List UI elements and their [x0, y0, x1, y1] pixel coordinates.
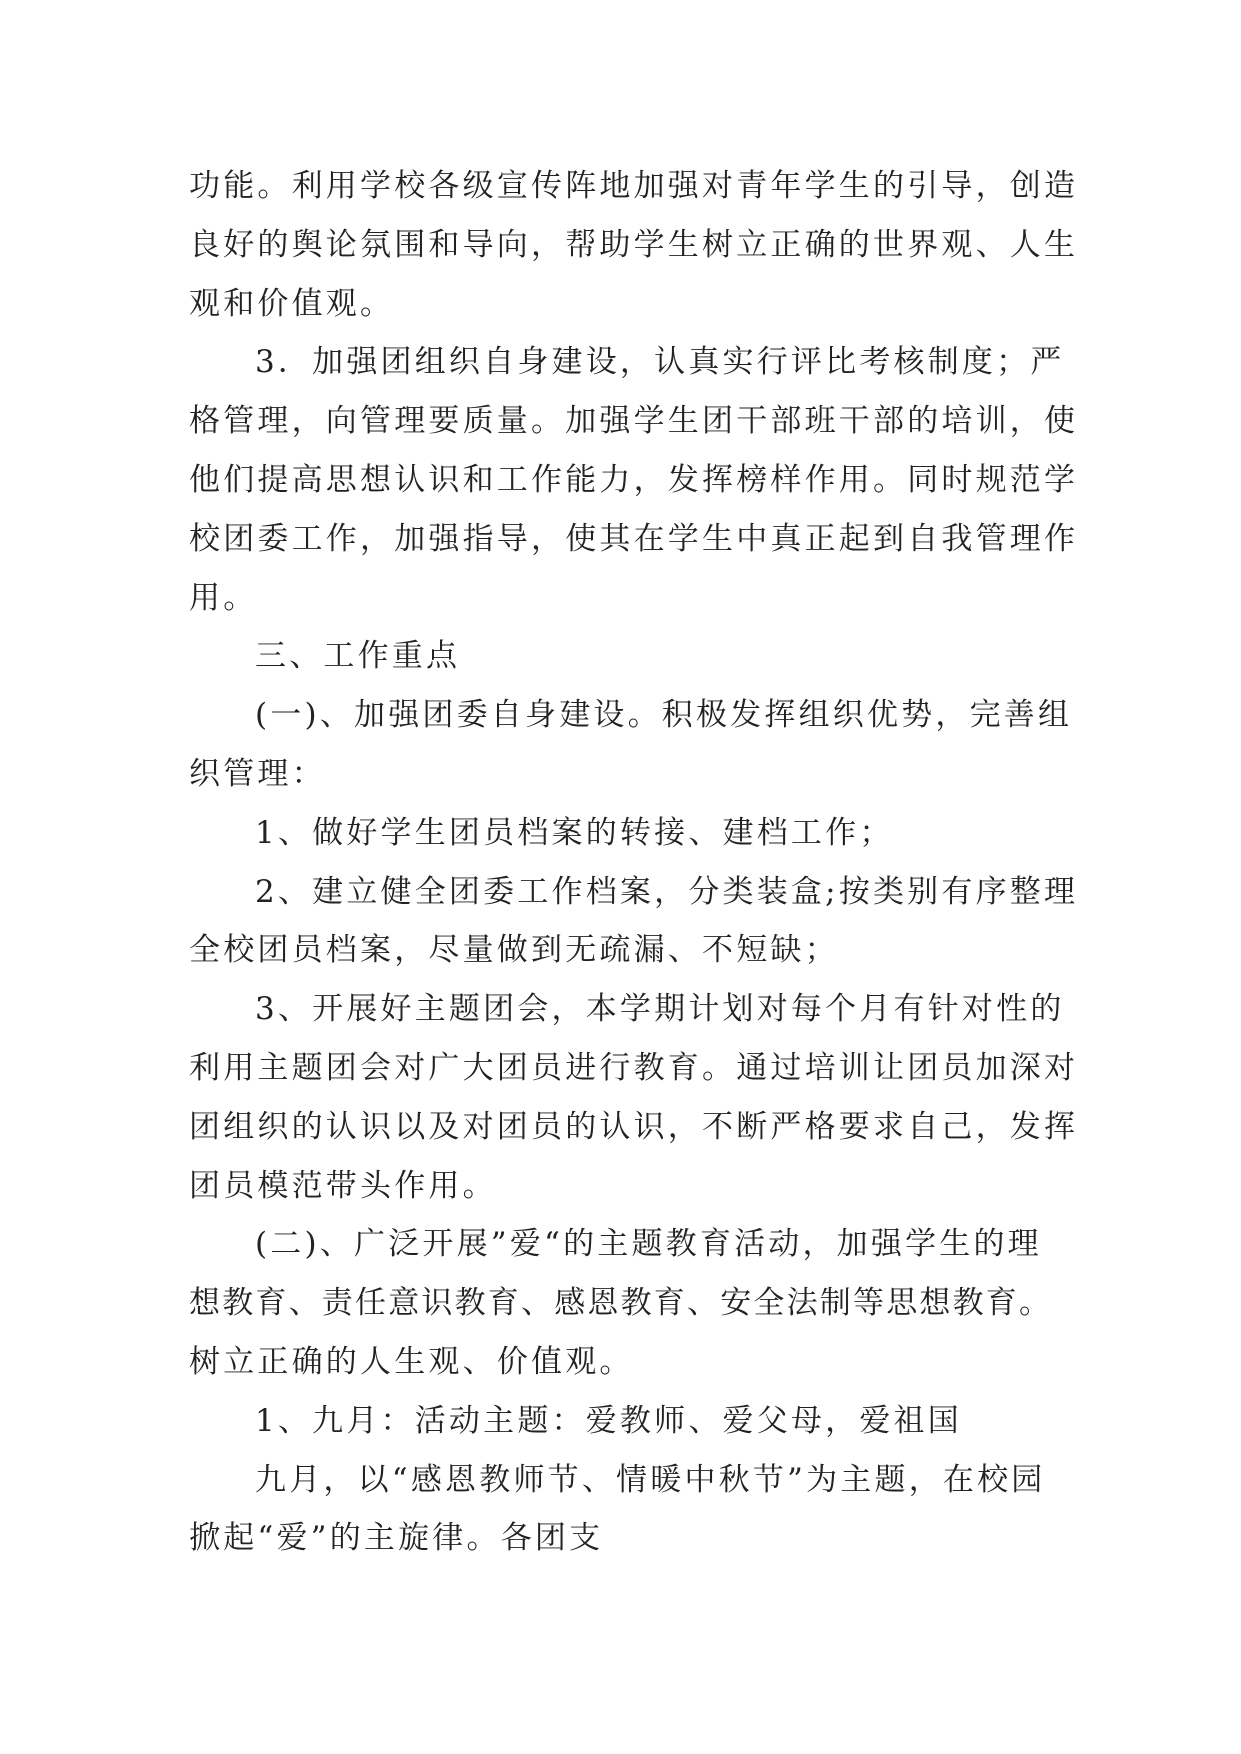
- text-line: 全校团员档案，尽量做到无疏漏、不短缺；: [189, 932, 839, 969]
- paragraph-start-line: 3．加强团组织自身建设，认真实行评比考核制度；严: [255, 344, 1065, 381]
- text-line: 团组织的认识以及对团员的认识，不断严格要求自己，发挥: [189, 1108, 1079, 1145]
- paragraph-start-line: 1、做好学生团员档案的转接、建档工作；: [255, 814, 894, 851]
- text-line: 良好的舆论氛围和导向，帮助学生树立正确的世界观、人生: [189, 226, 1079, 263]
- paragraph-start-line: 1、九月：活动主题：爱教师、爱父母，爱祖国: [255, 1402, 962, 1439]
- paragraph-start-line: (二)、广泛开展”爱“的主题教育活动，加强学生的理: [255, 1226, 1042, 1263]
- text-line: 织管理：: [189, 755, 326, 792]
- text-line: 利用主题团会对广大团员进行教育。通过培训让团员加深对: [189, 1049, 1079, 1086]
- text-line: 用。: [189, 579, 258, 616]
- paragraph-start-line: 3、开展好主题团会，本学期计划对每个月有针对性的: [255, 991, 1065, 1028]
- text-line: 格管理，向管理要质量。加强学生团干部班干部的培训，使: [189, 403, 1079, 440]
- paragraph-start-line: 2、建立健全团委工作档案，分类装盒;按类别有序整理: [255, 873, 1079, 910]
- section-heading: 三、工作重点: [255, 638, 461, 675]
- paragraph-start-line: 九月，以“感恩教师节、情暖中秋节”为主题，在校园: [255, 1461, 1046, 1498]
- document-body: [189, 157, 1079, 1568]
- text-line: 功能。利用学校各级宣传阵地加强对青年学生的引导，创造: [189, 168, 1079, 204]
- text-line: 掀起“爱”的主旋律。各团支: [189, 1520, 604, 1557]
- paragraph-start-line: (一)、加强团委自身建设。积极发挥组织优势，完善组: [255, 697, 1073, 734]
- text-line: 校团委工作，加强指导，使其在学生中真正起到自我管理作: [189, 520, 1079, 557]
- text-line: 观和价值观。: [189, 285, 395, 322]
- text-line: 树立正确的人生观、价值观。: [189, 1343, 634, 1380]
- text-line: 他们提高思想认识和工作能力，发挥榜样作用。同时规范学: [189, 461, 1079, 498]
- text-line: 想教育、责任意识教育、感恩教育、安全法制等思想教育。: [189, 1285, 1053, 1322]
- text-line: 团员模范带头作用。: [189, 1167, 497, 1204]
